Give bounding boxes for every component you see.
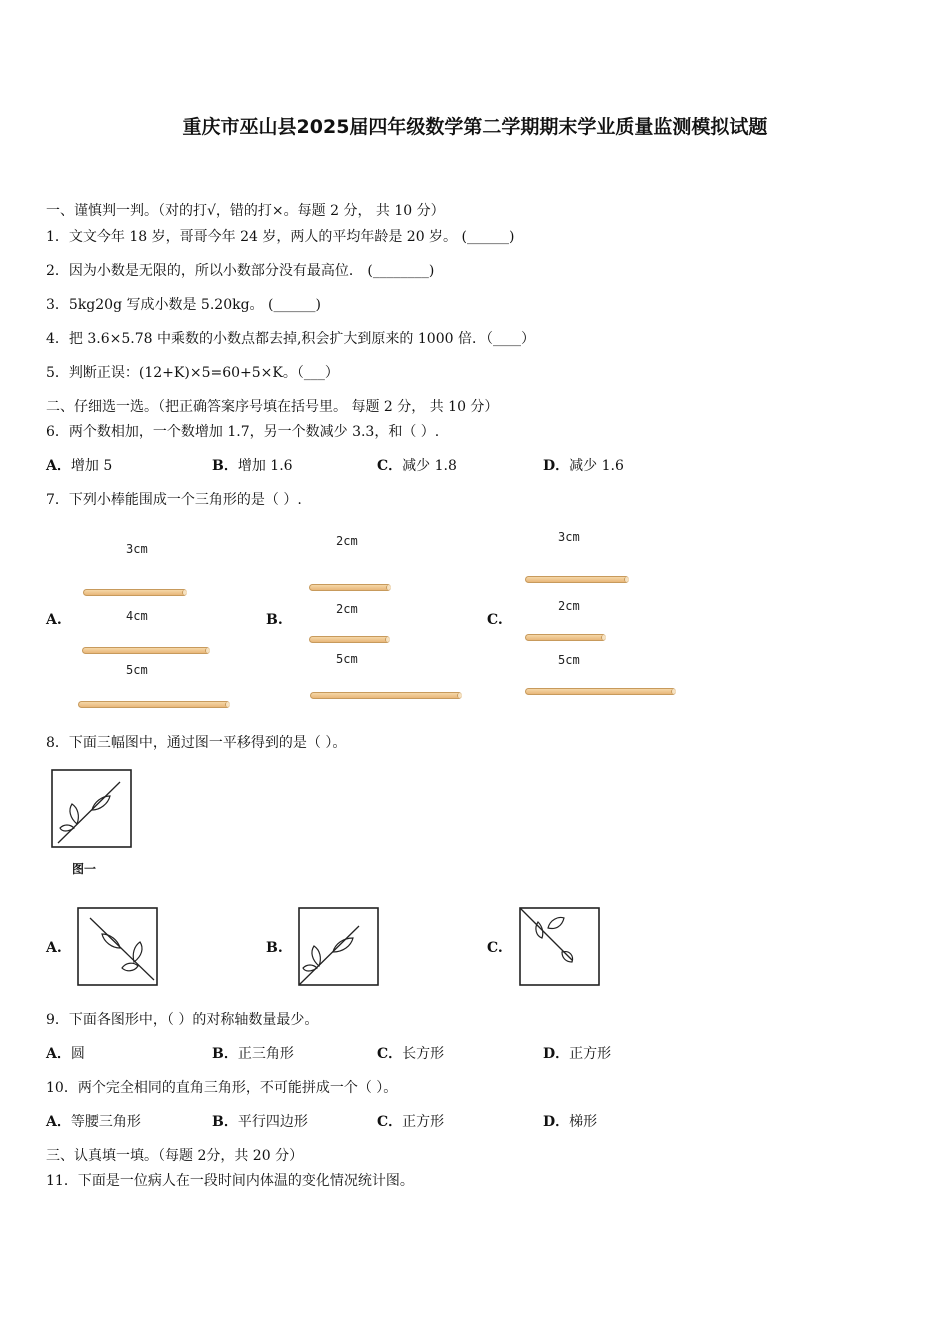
option-text: 正三角形 [237,1046,294,1062]
option-text: 正方形 [402,1114,445,1130]
stick-bar [310,692,462,699]
stick-bar [525,634,606,641]
option-text: 圆 [70,1046,85,1062]
option-text: 减少 1.6 [569,458,624,474]
stick-bar [83,589,187,596]
figure-one-caption: 图一 [72,862,97,876]
option-label: D． [543,1114,570,1130]
q10-option-d [543,1112,597,1132]
question-6: 6．两个数相加，一个数增加 1.7，另一个数减少 3.3，和（ ）. [46,424,440,440]
q6-option-c [377,456,457,476]
q9-option-c [377,1044,444,1064]
stick-length-label: 3cm [558,530,580,544]
option-label: D． [543,1046,570,1062]
q10-option-c [377,1112,444,1132]
option-label: C． [377,1046,403,1062]
stick-length-label: 3cm [126,542,148,556]
question-4: 4．把 3.6×5.78 中乘数的小数点都去掉,积会扩大到原来的 1000 倍．（____） [46,331,535,347]
stick-length-label: 4cm [126,609,148,623]
question-11: 11．下面是一位病人在一段时间内体温的变化情况统计图。 [46,1173,414,1189]
option-label: A． [46,1046,71,1062]
question-10: 10．两个完全相同的直角三角形，不可能拼成一个（ ）。 [46,1080,398,1096]
section1-heading: 一、谨慎判一判。（对的打√，错的打×。每题 2 分， 共 10 分） [46,203,445,219]
q8-option-c-figure [518,906,602,988]
question-1: 1．文文今年 18 岁，哥哥今年 24 岁，两人的平均年龄是 20 岁。 (______) [46,229,515,245]
stick-bar [82,647,210,654]
q10-option-b [212,1112,308,1132]
option-text: 长方形 [402,1046,445,1062]
q8-option-a-label: A. [46,940,62,956]
question-8: 8．下面三幅图中，通过图一平移得到的是（ ）。 [46,735,347,751]
option-label: C． [377,1114,403,1130]
option-label: A． [46,458,71,474]
option-text: 平行四边形 [237,1114,308,1130]
option-label: B． [212,1046,238,1062]
q8-option-b-label: B. [266,940,283,956]
q7-option-c-label: C. [487,612,503,628]
option-label: B． [212,458,238,474]
question-9: 9．下面各图形中，（ ）的对称轴数量最少。 [46,1012,319,1028]
section2-heading: 二、仔细选一选。（把正确答案序号填在括号里。 每题 2 分， 共 10 分） [46,399,499,415]
q8-option-b-figure [297,906,381,988]
option-label: B． [212,1114,238,1130]
stick-bar [525,688,676,695]
stick-length-label: 5cm [558,653,580,667]
option-text: 等腰三角形 [70,1114,141,1130]
stick-bar [78,701,230,708]
page-title: 重庆市巫山县2025届四年级数学第二学期期末学业质量监测模拟试题 [182,116,768,138]
option-text: 减少 1.8 [402,458,457,474]
stick-bar [525,576,629,583]
option-text: 增加 1.6 [237,458,293,474]
stick-length-label: 2cm [558,599,580,613]
option-text: 增加 5 [70,458,113,474]
question-3: 3．5kg20g 写成小数是 5.20kg。 (______) [46,297,321,313]
stick-bar [309,636,390,643]
q7-option-a-label: A. [46,612,62,628]
question-7: 7．下列小棒能围成一个三角形的是（ ）. [46,492,302,508]
option-label: C． [377,458,403,474]
stick-length-label: 5cm [126,663,148,677]
option-label: A． [46,1114,71,1130]
option-label: D． [543,458,570,474]
figure-one-leaf-branch [50,768,134,850]
q6-option-a [46,456,112,476]
question-5: 5．判断正误：(12+K)×5=60+5×K。（___） [46,365,339,381]
q7-option-b-label: B. [266,612,283,628]
stick-length-label: 2cm [336,534,358,548]
q10-option-a [46,1112,141,1132]
q8-option-c-label: C. [487,940,503,956]
stick-length-label: 2cm [336,602,358,616]
q6-option-b [212,456,293,476]
option-text: 梯形 [569,1114,598,1130]
option-text: 正方形 [569,1046,612,1062]
q9-option-d [543,1044,611,1064]
q9-option-a [46,1044,85,1064]
question-2: 2．因为小数是无限的，所以小数部分没有最高位． (________) [46,263,435,279]
q6-option-d [543,456,624,476]
section3-heading: 三、认真填一填。（每题 2分，共 20 分） [46,1148,304,1164]
q9-option-b [212,1044,294,1064]
q8-option-a-figure [76,906,160,988]
stick-bar [309,584,391,591]
stick-length-label: 5cm [336,652,358,666]
